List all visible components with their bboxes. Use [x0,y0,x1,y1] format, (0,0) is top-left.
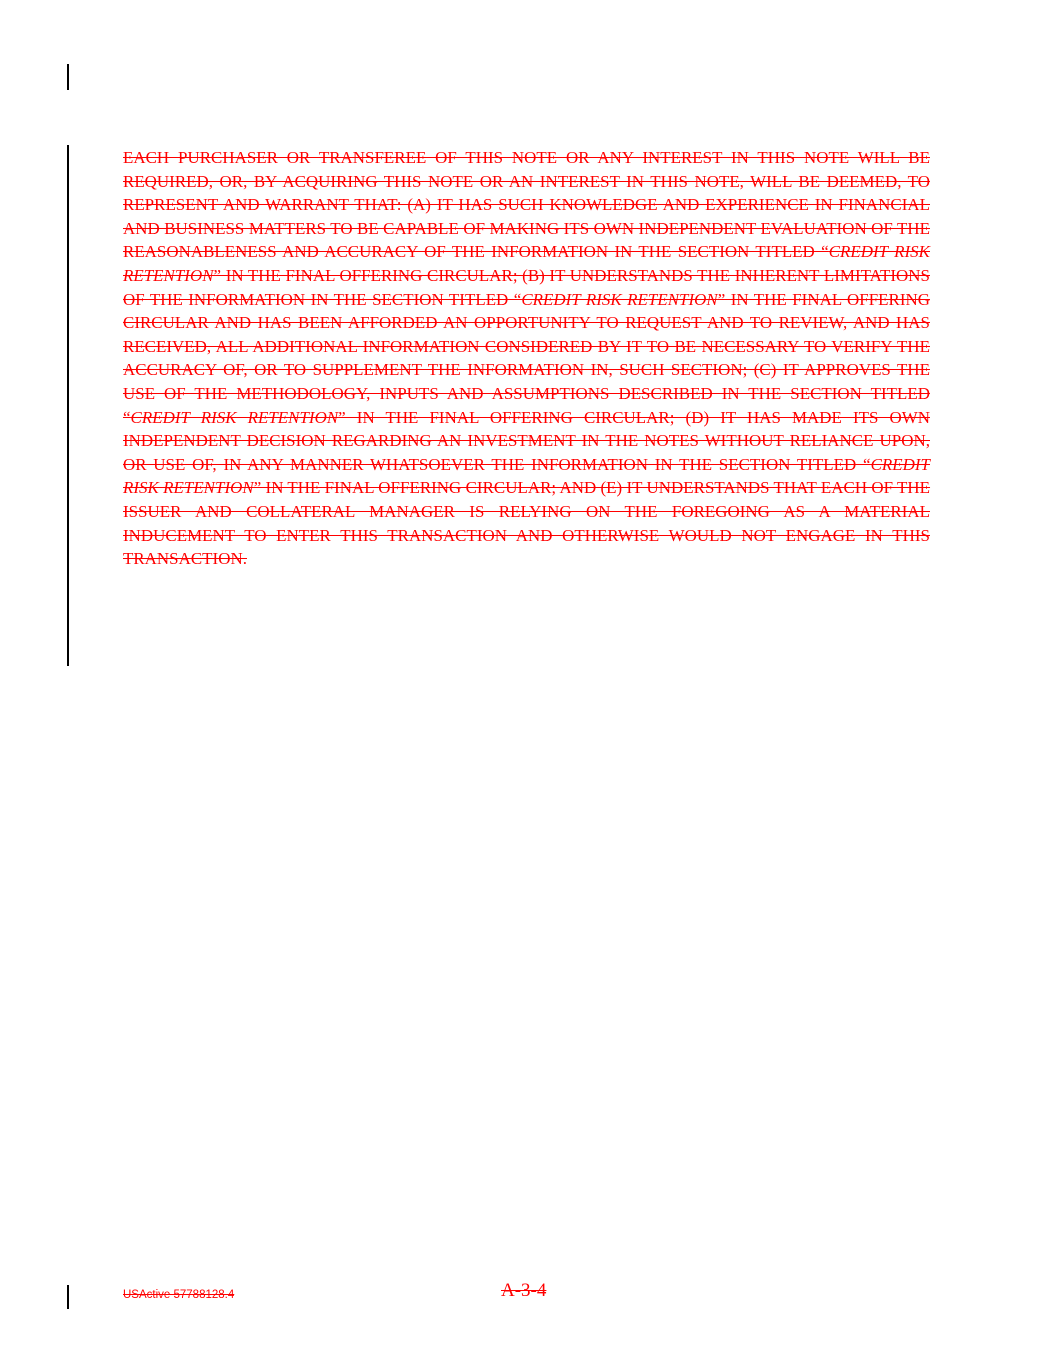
paragraph-segment-5: ” IN THE FINAL OFFERING CIRCULAR; AND (E) IT UNDERSTANDS THAT EACH OF THE ISSUER AND COLLATERAL MANAGER IS RELYING ON THE FOREGOING AS A MATERIAL INDUCEMENT TO ENTER THIS TRANSACTION AND OTHERWISE WOULD NOT ENGAGE IN THIS TRANSACTION. [123,478,931,569]
paragraph-segment-2: ” IN THE FINAL OFFERING CIRCULAR; (B) IT UNDERSTANDS THE INHERENT LIMITATIONS OF THE INFORMATION IN THE SECTION TITLED “ [123,265,930,309]
deleted-paragraph [123,146,930,571]
paragraph-italic-title-1: CREDIT RISK RETENTION [123,242,930,285]
paragraph-segment-1: EACH PURCHASER OR TRANSFEREE OF THIS NOTE OR ANY INTEREST IN THIS NOTE WILL BE REQUIRED, OR, BY ACQUIRING THIS NOTE OR AN INTEREST IN THIS NOTE, WILL BE DEEMED, TO REPRESENT AND WARRANT THAT: (A) IT HAS SUCH KNOWLEDGE AND EXPERIENCE IN FINANCIAL AND BUSINESS MATTERS TO BE CAPABLE OF MAKING ITS OWN INDEPENDENT EVALUATION OF THE REASONABLENESS AND ACCURACY OF THE INFORMATION IN THE SECTION TITLED “ [123,148,930,262]
paragraph-segment-4: ” IN THE FINAL OFFERING CIRCULAR; (D) IT HAS MADE ITS OWN INDEPENDENT DECISION REGARDING AN INVESTMENT IN THE NOTES WITHOUT RELIANCE UPON, OR USE OF, IN ANY MANNER WHATSOEVER THE INFORMATION IN THE SECTION TITLED “ [123,407,930,474]
change-bar-top [67,64,69,90]
paragraph-italic-title-2: CREDIT RISK RETENTION [521,289,718,309]
paragraph-italic-title-4: CREDIT RISK RETENTION [123,454,930,498]
footer-document-id: USActive 57788128.4 [123,1289,235,1301]
paragraph-segment-3: ” IN THE FINAL OFFERING CIRCULAR AND HAS BEEN AFFORDED AN OPPORTUNITY TO REQUEST AND TO REVIEW, AND HAS RECEIVED, ALL ADDITIONAL INFORMATION CONSIDERED BY IT TO BE NECESSARY TO VERIFY THE ACCURACY OF, OR TO SUPPLEMENT THE INFORMATION IN, SUCH SECTION; (C) IT APPROVES THE USE OF THE METHODOLOGY, INPUTS AND ASSUMPTIONS DESCRIBED IN THE SECTION TITLED “ [123,289,930,427]
change-bar-footer [67,1285,69,1309]
paragraph-italic-title-3: CREDIT RISK RETENTION [130,407,339,427]
footer-page-number: A-3-4 [501,1280,547,1301]
change-bar-body [67,145,69,666]
